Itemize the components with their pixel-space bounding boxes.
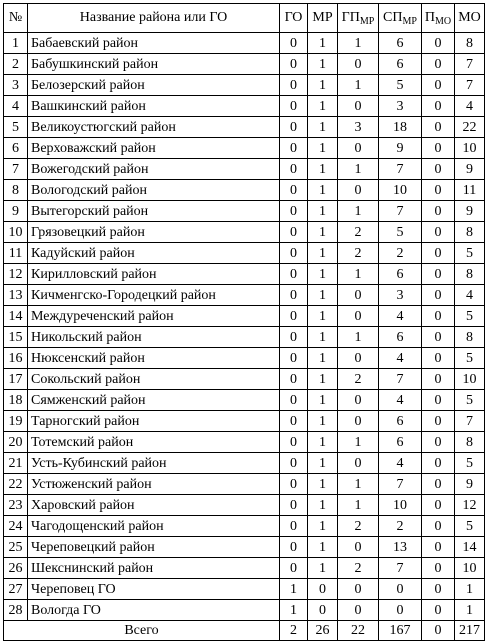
cell-mr: 0 [308, 579, 338, 600]
row-number: 6 [4, 138, 28, 159]
cell-mr: 1 [308, 516, 338, 537]
table-row [4, 390, 485, 411]
district-name: Бабушкинский район [28, 54, 280, 75]
cell-p: 0 [422, 33, 455, 54]
cell-sp: 7 [379, 474, 422, 495]
row-number: 10 [4, 222, 28, 243]
cell-p: 0 [422, 474, 455, 495]
cell-mr: 1 [308, 96, 338, 117]
cell-mr: 1 [308, 222, 338, 243]
row-number: 27 [4, 579, 28, 600]
header-p-sub: МО [435, 16, 452, 27]
cell-p: 0 [422, 432, 455, 453]
cell-gp: 0 [338, 579, 379, 600]
total-gp: 22 [338, 621, 379, 641]
cell-sp: 2 [379, 516, 422, 537]
row-number: 22 [4, 474, 28, 495]
table-row [4, 369, 485, 390]
cell-sp: 3 [379, 285, 422, 306]
cell-mo: 8 [455, 327, 485, 348]
table-row [4, 201, 485, 222]
cell-p: 0 [422, 327, 455, 348]
row-number: 11 [4, 243, 28, 264]
cell-mo: 1 [455, 600, 485, 621]
cell-mo: 7 [455, 54, 485, 75]
cell-sp: 18 [379, 117, 422, 138]
row-number: 8 [4, 180, 28, 201]
district-name: Сямженский район [28, 390, 280, 411]
cell-mr: 1 [308, 495, 338, 516]
table-row [4, 600, 485, 621]
total-go: 2 [280, 621, 308, 641]
header-mo: МО [455, 4, 485, 33]
header-gp [338, 4, 379, 33]
cell-gp: 2 [338, 516, 379, 537]
district-name: Череповец ГО [28, 579, 280, 600]
cell-mr: 1 [308, 75, 338, 96]
row-number: 4 [4, 96, 28, 117]
cell-go: 0 [280, 264, 308, 285]
cell-go: 0 [280, 222, 308, 243]
district-name: Кичменгско-Городецкий район [28, 285, 280, 306]
district-name: Вытегорский район [28, 201, 280, 222]
cell-gp: 2 [338, 222, 379, 243]
cell-mo: 5 [455, 348, 485, 369]
district-name: Междуреченский район [28, 306, 280, 327]
cell-go: 0 [280, 516, 308, 537]
districts-table [3, 3, 485, 641]
cell-mo: 9 [455, 474, 485, 495]
district-name: Белозерский район [28, 75, 280, 96]
cell-p: 0 [422, 285, 455, 306]
cell-sp: 9 [379, 138, 422, 159]
cell-sp: 3 [379, 96, 422, 117]
cell-mo: 8 [455, 33, 485, 54]
cell-p: 0 [422, 453, 455, 474]
cell-go: 0 [280, 96, 308, 117]
table-row [4, 558, 485, 579]
cell-gp: 1 [338, 33, 379, 54]
cell-mr: 1 [308, 327, 338, 348]
cell-p: 0 [422, 54, 455, 75]
cell-gp: 0 [338, 348, 379, 369]
district-name: Харовский район [28, 495, 280, 516]
table-row [4, 285, 485, 306]
cell-mo: 5 [455, 390, 485, 411]
cell-mo: 8 [455, 222, 485, 243]
row-number: 5 [4, 117, 28, 138]
cell-mo: 9 [455, 201, 485, 222]
row-number: 24 [4, 516, 28, 537]
cell-go: 0 [280, 411, 308, 432]
cell-gp: 0 [338, 453, 379, 474]
table-row [4, 54, 485, 75]
cell-p: 0 [422, 117, 455, 138]
header-sp [379, 4, 422, 33]
cell-mr: 1 [308, 138, 338, 159]
cell-mo: 12 [455, 495, 485, 516]
cell-p: 0 [422, 537, 455, 558]
table-row [4, 33, 485, 54]
district-name: Грязовецкий район [28, 222, 280, 243]
cell-gp: 0 [338, 54, 379, 75]
total-mo: 217 [455, 621, 485, 641]
district-name: Бабаевский район [28, 33, 280, 54]
cell-gp: 0 [338, 96, 379, 117]
cell-gp: 1 [338, 201, 379, 222]
cell-mr: 1 [308, 474, 338, 495]
row-number: 12 [4, 264, 28, 285]
cell-p: 0 [422, 159, 455, 180]
district-name: Вологда ГО [28, 600, 280, 621]
table-row [4, 516, 485, 537]
cell-sp: 5 [379, 222, 422, 243]
table-row [4, 75, 485, 96]
table-row [4, 306, 485, 327]
header-p [422, 4, 455, 33]
cell-p: 0 [422, 138, 455, 159]
header-gp-sub: МР [359, 16, 375, 27]
cell-mr: 1 [308, 264, 338, 285]
row-number: 21 [4, 453, 28, 474]
cell-gp: 0 [338, 306, 379, 327]
row-number: 25 [4, 537, 28, 558]
cell-go: 0 [280, 348, 308, 369]
cell-sp: 6 [379, 411, 422, 432]
cell-mo: 4 [455, 96, 485, 117]
district-name: Тотемский район [28, 432, 280, 453]
cell-mr: 1 [308, 432, 338, 453]
table-row [4, 537, 485, 558]
cell-mo: 1 [455, 579, 485, 600]
cell-gp: 2 [338, 558, 379, 579]
table-row [4, 579, 485, 600]
cell-sp: 6 [379, 327, 422, 348]
row-number: 2 [4, 54, 28, 75]
total-label: Всего [4, 621, 280, 641]
cell-gp: 0 [338, 180, 379, 201]
cell-sp: 4 [379, 348, 422, 369]
cell-mr: 1 [308, 180, 338, 201]
header-mr: МР [308, 4, 338, 33]
cell-gp: 1 [338, 264, 379, 285]
cell-p: 0 [422, 495, 455, 516]
cell-go: 1 [280, 600, 308, 621]
district-name: Шекснинский район [28, 558, 280, 579]
cell-gp: 0 [338, 411, 379, 432]
header-sp-main: СП [383, 10, 403, 25]
row-number: 9 [4, 201, 28, 222]
row-number: 3 [4, 75, 28, 96]
row-number: 13 [4, 285, 28, 306]
cell-gp: 0 [338, 600, 379, 621]
cell-sp: 2 [379, 243, 422, 264]
header-go: ГО [280, 4, 308, 33]
cell-go: 0 [280, 117, 308, 138]
total-p: 0 [422, 621, 455, 641]
table-row [4, 348, 485, 369]
cell-sp: 6 [379, 54, 422, 75]
district-name: Верховажский район [28, 138, 280, 159]
cell-sp: 7 [379, 558, 422, 579]
cell-go: 0 [280, 537, 308, 558]
table-row [4, 474, 485, 495]
cell-mr: 1 [308, 453, 338, 474]
district-name: Сокольский район [28, 369, 280, 390]
cell-gp: 1 [338, 495, 379, 516]
table-header-row [4, 4, 485, 33]
row-number: 23 [4, 495, 28, 516]
cell-mr: 1 [308, 117, 338, 138]
cell-mr: 1 [308, 306, 338, 327]
table-row [4, 327, 485, 348]
cell-mr: 1 [308, 243, 338, 264]
cell-mr: 1 [308, 537, 338, 558]
table-row [4, 411, 485, 432]
cell-go: 0 [280, 432, 308, 453]
district-name: Никольский район [28, 327, 280, 348]
row-number: 17 [4, 369, 28, 390]
cell-gp: 3 [338, 117, 379, 138]
row-number: 20 [4, 432, 28, 453]
cell-mo: 5 [455, 453, 485, 474]
cell-p: 0 [422, 75, 455, 96]
district-name: Вологодский район [28, 180, 280, 201]
district-name: Вожегодский район [28, 159, 280, 180]
cell-sp: 5 [379, 75, 422, 96]
table-body [4, 33, 485, 641]
cell-p: 0 [422, 306, 455, 327]
cell-go: 0 [280, 306, 308, 327]
cell-p: 0 [422, 600, 455, 621]
cell-p: 0 [422, 411, 455, 432]
cell-p: 0 [422, 180, 455, 201]
cell-gp: 2 [338, 243, 379, 264]
cell-gp: 0 [338, 138, 379, 159]
cell-mo: 14 [455, 537, 485, 558]
cell-mo: 5 [455, 516, 485, 537]
cell-go: 0 [280, 54, 308, 75]
header-p-main: П [424, 10, 435, 25]
cell-go: 0 [280, 390, 308, 411]
table-row [4, 159, 485, 180]
table-row [4, 264, 485, 285]
total-sp: 167 [379, 621, 422, 641]
cell-sp: 6 [379, 264, 422, 285]
cell-gp: 0 [338, 285, 379, 306]
district-name: Кадуйский район [28, 243, 280, 264]
district-name: Чагодощенский район [28, 516, 280, 537]
row-number: 16 [4, 348, 28, 369]
table-row [4, 495, 485, 516]
cell-mo: 10 [455, 558, 485, 579]
cell-sp: 4 [379, 306, 422, 327]
cell-p: 0 [422, 243, 455, 264]
cell-p: 0 [422, 201, 455, 222]
cell-p: 0 [422, 390, 455, 411]
cell-gp: 2 [338, 369, 379, 390]
table-row [4, 453, 485, 474]
cell-sp: 7 [379, 369, 422, 390]
cell-mo: 22 [455, 117, 485, 138]
cell-mo: 8 [455, 264, 485, 285]
cell-p: 0 [422, 516, 455, 537]
cell-p: 0 [422, 579, 455, 600]
cell-gp: 1 [338, 432, 379, 453]
header-sp-sub: МР [402, 16, 417, 27]
cell-mr: 1 [308, 33, 338, 54]
row-number: 7 [4, 159, 28, 180]
cell-gp: 1 [338, 75, 379, 96]
cell-gp: 1 [338, 327, 379, 348]
cell-mo: 4 [455, 285, 485, 306]
cell-sp: 6 [379, 33, 422, 54]
district-name: Нюксенский район [28, 348, 280, 369]
cell-go: 0 [280, 495, 308, 516]
row-number: 15 [4, 327, 28, 348]
cell-gp: 0 [338, 390, 379, 411]
cell-mo: 11 [455, 180, 485, 201]
row-number: 28 [4, 600, 28, 621]
cell-go: 0 [280, 201, 308, 222]
table-row [4, 138, 485, 159]
cell-go: 0 [280, 159, 308, 180]
cell-mo: 7 [455, 411, 485, 432]
row-number: 14 [4, 306, 28, 327]
header-name: Название района или ГО [28, 4, 280, 33]
row-number: 1 [4, 33, 28, 54]
cell-go: 0 [280, 75, 308, 96]
district-name: Устюженский район [28, 474, 280, 495]
cell-p: 0 [422, 96, 455, 117]
table-row [4, 96, 485, 117]
cell-sp: 0 [379, 579, 422, 600]
cell-p: 0 [422, 369, 455, 390]
header-num: № [4, 4, 28, 33]
table-row [4, 222, 485, 243]
cell-mo: 7 [455, 75, 485, 96]
cell-sp: 10 [379, 495, 422, 516]
cell-go: 0 [280, 138, 308, 159]
cell-go: 0 [280, 453, 308, 474]
cell-sp: 13 [379, 537, 422, 558]
cell-mo: 10 [455, 369, 485, 390]
cell-go: 0 [280, 33, 308, 54]
district-name: Череповецкий район [28, 537, 280, 558]
cell-mr: 1 [308, 390, 338, 411]
district-name: Великоустюгский район [28, 117, 280, 138]
cell-go: 0 [280, 558, 308, 579]
cell-mo: 9 [455, 159, 485, 180]
cell-mr: 1 [308, 201, 338, 222]
cell-go: 0 [280, 285, 308, 306]
cell-gp: 1 [338, 474, 379, 495]
cell-mr: 0 [308, 600, 338, 621]
district-name: Тарногский район [28, 411, 280, 432]
district-name: Вашкинский район [28, 96, 280, 117]
row-number: 18 [4, 390, 28, 411]
cell-sp: 6 [379, 432, 422, 453]
cell-go: 1 [280, 579, 308, 600]
cell-mo: 5 [455, 243, 485, 264]
cell-mo: 8 [455, 432, 485, 453]
cell-mr: 1 [308, 411, 338, 432]
district-name: Кирилловский район [28, 264, 280, 285]
cell-go: 0 [280, 474, 308, 495]
cell-p: 0 [422, 222, 455, 243]
row-number: 19 [4, 411, 28, 432]
cell-go: 0 [280, 180, 308, 201]
total-row [4, 621, 485, 641]
cell-p: 0 [422, 264, 455, 285]
table-row [4, 432, 485, 453]
table-row [4, 117, 485, 138]
total-mr: 26 [308, 621, 338, 641]
cell-sp: 7 [379, 201, 422, 222]
district-name: Усть-Кубинский район [28, 453, 280, 474]
cell-mr: 1 [308, 285, 338, 306]
cell-mo: 10 [455, 138, 485, 159]
row-number: 26 [4, 558, 28, 579]
cell-go: 0 [280, 369, 308, 390]
cell-mr: 1 [308, 558, 338, 579]
cell-go: 0 [280, 327, 308, 348]
cell-sp: 0 [379, 600, 422, 621]
cell-sp: 4 [379, 453, 422, 474]
cell-mr: 1 [308, 159, 338, 180]
table-row [4, 243, 485, 264]
cell-sp: 10 [379, 180, 422, 201]
cell-sp: 7 [379, 159, 422, 180]
document-page [3, 3, 485, 641]
table-row [4, 180, 485, 201]
cell-p: 0 [422, 348, 455, 369]
cell-p: 0 [422, 558, 455, 579]
cell-mr: 1 [308, 369, 338, 390]
cell-sp: 4 [379, 390, 422, 411]
cell-mr: 1 [308, 348, 338, 369]
cell-mr: 1 [308, 54, 338, 75]
cell-gp: 0 [338, 537, 379, 558]
cell-gp: 1 [338, 159, 379, 180]
cell-go: 0 [280, 243, 308, 264]
header-gp-main: ГП [341, 10, 360, 25]
cell-mo: 5 [455, 306, 485, 327]
